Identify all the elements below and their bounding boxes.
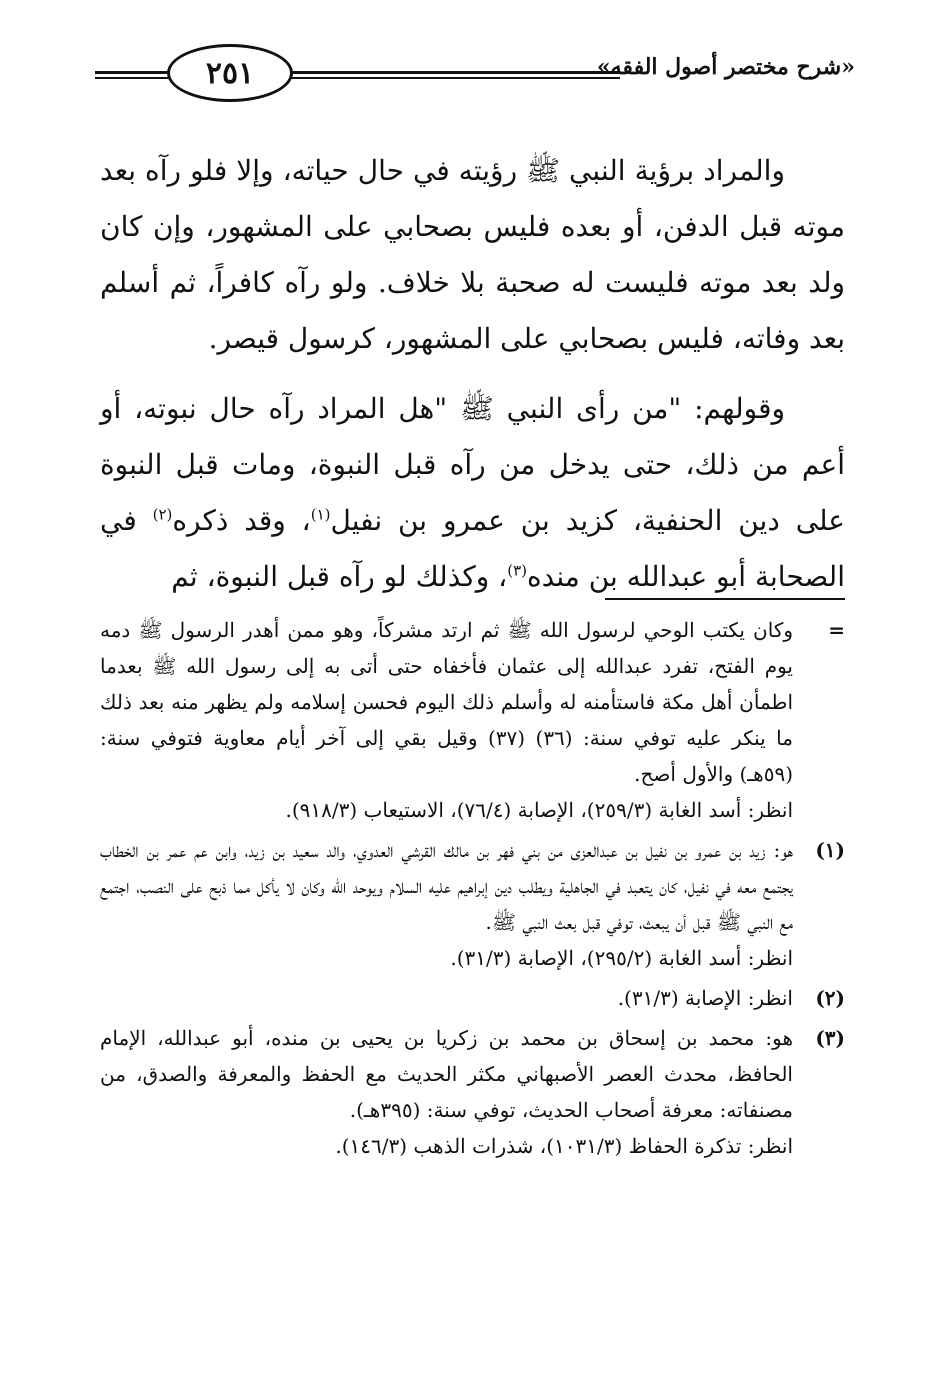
footnote-ref-2[interactable]: (٢) [152,505,173,524]
footnote-mark: (١) [815,838,845,862]
footnotes-section [100,612,845,1168]
footnote-ref-1[interactable]: (١) [310,505,331,524]
paragraph-2-part-a: وقولهم: "من رأى النبي ﷺ "هل المراد رآه حال نبوته، أو أعم من ذلك، حتى يدخل من رآه قبل النبوة، ومات قبل النبوة على دين الحنفية، كزيد بن عمرو بن نفيل [100,392,846,537]
footnote-ref-3[interactable]: (٣) [507,561,527,580]
footnote-mark: (٣) [815,1026,845,1050]
paragraph-2-part-b: ، وقد ذكره [172,504,311,537]
footnote-3 [100,1020,845,1164]
footnote-reference: انظر: أسد الغابة (٢٩٥/٢)، الإصابة (٣١/٣). [450,946,793,970]
page-number-badge [167,44,293,102]
page-number: ٢٥١ [205,55,255,91]
header-rule-middle [290,71,620,81]
paragraph-2-part-d: ، وكذلك لو رآه قبل النبوة، ثم [171,560,508,593]
page-header [95,40,855,110]
paragraph-1: والمراد برؤية النبي ﷺ رؤيته في حال حياته، وإلا فلو رآه بعد موته قبل الدفن، أو بعده فليس بصحابي على المشهور، وإن كان ولد بعد موته فليست له صحبة بلا خلاف. ولو رآه كافراً، ثم أسلم بعد وفاته، فليس بصحابي على المشهور، كرسول قيصر. [100,154,845,355]
footnote-2 [100,980,845,1016]
footnote-mark: = [828,618,845,642]
footnote-reference: انظر: تذكرة الحفاظ (١٠٣١/٣)، شذرات الذهب (١٤٦/٣). [335,1134,793,1158]
paragraph-2 [100,381,845,605]
footnote-1 [100,832,845,976]
running-title: «شرح مختصر أصول الفقه» [596,54,855,80]
footnote-text: وكان يكتب الوحي لرسول الله ﷺ ثم ارتد مشركاً، وهو ممن أهدر الرسول ﷺ دمه يوم الفتح، تفرد عبدالله إلى عثمان فأخفاه حتى أتى به إلى رسول الله ﷺ بعدما اطمأن أهل مكة فاستأمنه له وأسلم ذلك اليوم فحسن إسلامه ولم يظهر منه بعد ذلك ما ينكر عليه توفي سنة: (٣٦) (٣٧) وقيل بقي إلى آخر أيام معاوية فتوفي سنة: (٥٩هـ) والأول أصح. [100,618,793,786]
footnote-text: هو: محمد بن إسحاق بن محمد بن زكريا بن يحيى بن منده، أبو عبدالله، الإمام الحافظ، محدث العصر الأصبهاني مكثر الحديث مع الحفظ والمعرفة والصدق، من مصنفاته: معرفة أصحاب الحديث، توفي سنة: (٣٩٥هـ). [100,1026,793,1122]
header-rule-left [95,71,170,81]
paragraph-2-part-c: في الصحابة أبو عبدالله بن منده [100,504,845,593]
footnote-mark: (٢) [815,986,845,1010]
footnote-separator [605,598,845,600]
footnote-reference: انظر: أسد الغابة (٢٥٩/٣)، الإصابة (٧٦/٤)، الاستيعاب (٩١٨/٣). [285,798,793,822]
main-text [100,143,845,605]
footnote-continued [100,612,845,828]
footnote-text: هو: زيد بن عمرو بن نفيل بن عبدالعزى من بني فهر بن مالك القرشي العدوي، والد سعيد بن زيد، وابن عم عمر بن الخطاب يجتمع معه في نفيل، كان يتعبد في الجاهلية ويطلب دين إبراهيم عليه السلام ويوحد الله وكان لا يأكل مما ذبح على النصب، اجتمع مع النبي ﷺ قبل أن يبعث، توفي قبل بعث النبي ﷺ. [100,838,794,934]
footnote-text: انظر: الإصابة (٣١/٣). [617,986,793,1010]
